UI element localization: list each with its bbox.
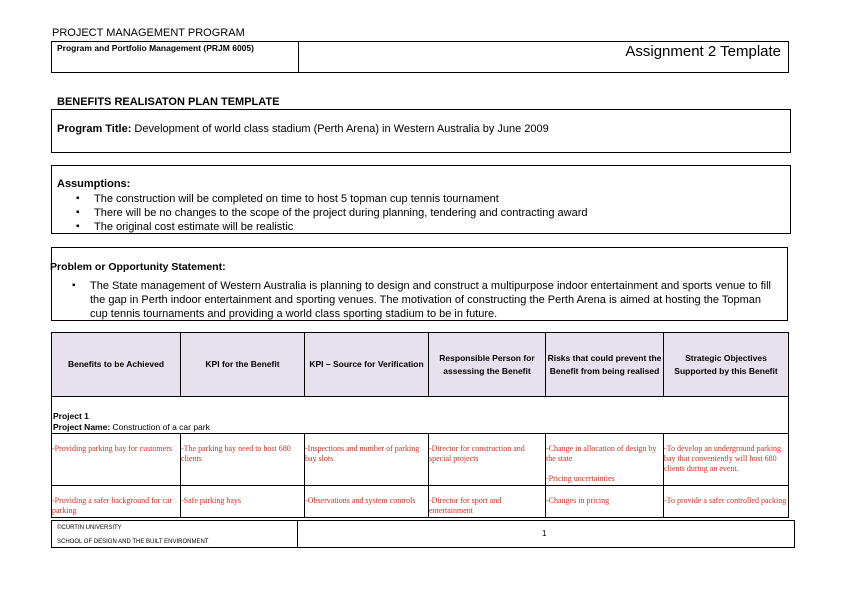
table-cell — [664, 434, 789, 486]
cell-text: -To develop an underground parking bay that conveniently will host 680 clients during an event. — [664, 444, 782, 473]
program-title — [57, 123, 549, 135]
benefits-table — [51, 332, 789, 518]
column-header: KPI for the Benefit — [181, 333, 305, 397]
cell-text: -To provide a safer controlled packing — [664, 496, 787, 505]
header-divider — [298, 42, 299, 72]
program-title-value: Development of world class stadium (Perth Arena) in Western Australia by June 2009 — [131, 123, 549, 135]
assignment-title: Assignment 2 Template — [625, 43, 781, 60]
table-cell — [305, 434, 429, 486]
page-number: 1 — [542, 529, 547, 538]
footer-school: SCHOOL OF DESIGN AND THE BUILT ENVIRONMENT — [57, 539, 209, 545]
column-header: Responsible Person for assessing the Benefit — [429, 333, 546, 397]
assumptions-list — [52, 192, 782, 234]
program-title-box — [51, 109, 791, 153]
cell-text: -Director for construction and special projects — [429, 444, 525, 463]
table-row — [52, 486, 789, 518]
project-name — [53, 422, 788, 433]
footer-box — [51, 520, 795, 548]
cell-text: -Inspections and number of parking bay slots — [305, 444, 420, 463]
course-title: Program and Portfolio Management (PRJM 6005) — [57, 43, 254, 53]
project-number: Project 1 — [53, 411, 89, 421]
problem-box — [51, 247, 788, 321]
cell-text: -Safe parking bays — [181, 496, 241, 505]
cell-text: -The parking bay need to host 680 clients — [181, 444, 291, 463]
course-header-box — [51, 41, 789, 73]
table-header-row — [52, 333, 789, 397]
assumptions-box — [51, 165, 791, 234]
table-cell — [181, 434, 305, 486]
table-cell — [52, 434, 181, 486]
cell-text: -Changes in pricing — [546, 496, 610, 505]
assumptions-label: Assumptions: — [57, 178, 131, 190]
table-cell — [305, 486, 429, 518]
cell-text-extra: -Pricing uncertainties — [546, 474, 615, 483]
plan-heading: BENEFITS REALISATON PLAN TEMPLATE — [57, 96, 280, 108]
assumption-item: ▪ There will be no changes to the scope of the project during planning, tendering and contracting award — [52, 206, 782, 220]
footer-university: ©CURTIN UNIVERSITY — [57, 525, 122, 531]
table-cell — [546, 434, 664, 486]
table-row — [52, 434, 789, 486]
table-cell — [546, 486, 664, 518]
assumption-item: ▪ The original cost estimate will be realistic — [52, 220, 782, 234]
table-cell — [429, 486, 546, 518]
project-name-value: Construction of a car park — [110, 422, 210, 432]
cell-text: -Observations and system controls — [305, 496, 416, 505]
program-title-label: Program Title: — [57, 123, 132, 135]
cell-text: -Providing a safer background for car parking — [52, 496, 173, 515]
project-row — [52, 397, 789, 434]
footer-divider — [297, 521, 298, 547]
table-cell — [181, 486, 305, 518]
cell-text: -Providing parking bay for customers — [52, 444, 172, 453]
table-cell — [52, 486, 181, 518]
project-cell — [52, 397, 789, 434]
cell-text: -Change in allocation of design by the state — [546, 444, 657, 463]
project-name-label: Project Name: — [53, 422, 111, 432]
problem-text: ▪ The State management of Western Australia is planning to design and construct a multipurpose indoor entertainment and sports venue to fill the gap in Perth indoor entertainment and sporting venues. The motivation of constructing the Perth Arena is aimed at hosting the Topman cup tennis tournaments and providing a world class sporting stadium to be in future. — [66, 279, 778, 321]
assumption-item: ▪ The construction will be completed on time to host 5 topman cup tennis tournament — [52, 192, 782, 206]
table-cell — [429, 434, 546, 486]
problem-label: Problem or Opportunity Statement: — [50, 261, 226, 273]
column-header: KPI – Source for Verification — [305, 333, 429, 397]
cell-text: -Director for sport and entertainment — [429, 496, 502, 515]
problem-list — [66, 279, 778, 321]
org-title: PROJECT MANAGEMENT PROGRAM — [52, 27, 245, 39]
column-header: Benefits to be Achieved — [52, 333, 181, 397]
column-header: Strategic Objectives Supported by this Benefit — [664, 333, 789, 397]
column-header: Risks that could prevent the Benefit from being realised — [546, 333, 664, 397]
table-cell — [664, 486, 789, 518]
